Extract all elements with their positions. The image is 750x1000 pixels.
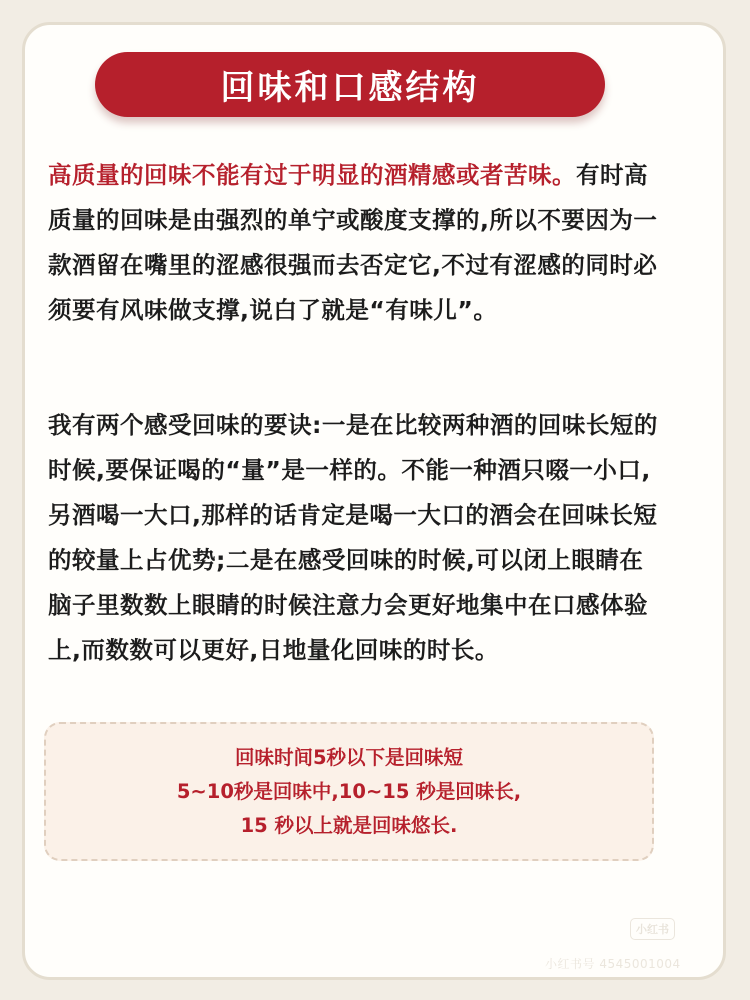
paragraph-aftertaste-quality <box>48 153 660 333</box>
page-title: 回味和口感结构 <box>220 68 480 108</box>
note-line-very-long: 15 秒以上就是回味悠长. <box>240 813 458 837</box>
paragraph-tips: 我有两个感受回味的要诀:一是在比较两种酒的回味长短的时候,要保证喝的“量”是一样的。不能一种酒只啜一小口,另酒喝一大口,那样的话肯定是喝一大口的酒会在回味长短的较量上占优势;二是在感受回味的时候,可以闭上眼睛在脑子里数数上眼睛的时候注意力会更好地集中在口感体验上,而数数可以更好,日地量化回味的时长。 <box>48 411 658 664</box>
highlight-text: 高质量的回味不能有过于明显的酒精感或者苦味。 <box>48 161 576 189</box>
paragraph-body: 有时高质量的回味是由强烈的单宁或酸度支撑的,所以不要因为一款酒留在嘴里的涩感很强而去否定它,不过有涩感的同时必须要有风味做支撑,说白了就是“有味儿”。 <box>48 161 658 324</box>
title-banner <box>95 52 605 117</box>
aftertaste-length-note <box>44 722 654 861</box>
note-line-medium-long: 5~10秒是回味中,10~15 秒是回味长, <box>176 779 522 803</box>
watermark-id: 小红书号 4545001004 <box>545 957 681 971</box>
watermark-logo: 小红书 <box>630 918 675 940</box>
note-line-short: 回味时间5秒以下是回味短 <box>234 745 464 769</box>
